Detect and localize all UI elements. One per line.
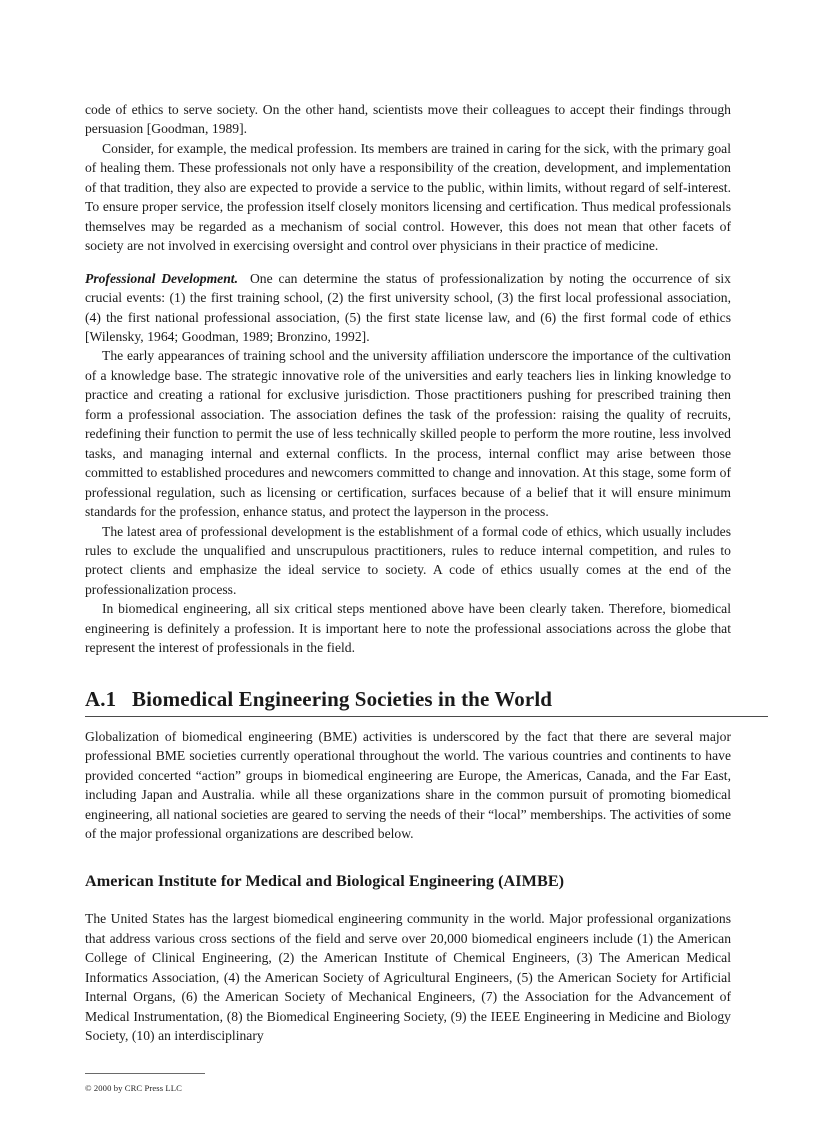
section-number: A.1: [85, 686, 117, 711]
subsection-spacer-top: [85, 843, 731, 871]
footer-copyright: © 2000 by CRC Press LLC: [85, 1083, 182, 1093]
section-spacer-top: [85, 658, 731, 686]
footer-rule: [85, 1073, 205, 1074]
paragraph-subsection-body: The United States has the largest biomedical engineering community in the world. Major professional organizations that address various cross sections of the field and serve over 20,000 biomedical engineers include (1) the American College of Clinical Engineering, (2) the American Institute of Chemical Engineers, (3) The American Medical Informatics Association, (4) the American Society of Agricultural Engineers, (5) the American Society for Artificial Internal Organs, (6) the American Society of Mechanical Engineers, (7) the Association for the Advancement of Medical Instrumentation, (8) the Biomedical Engineering Society, (9) the IEEE Engineering in Medicine and Biology Society, (10) an interdisciplinary: [85, 911, 731, 1044]
professional-development-text: One can determine the status of professionalization by noting the occurrence of six crucial events: (1) the first training school, (2) the first university school, (3) the first local professional association, (4) the first national professional association, (5) the first state license law, and (6) the first formal code of ethics [Wilensky, 1964; Goodman, 1989; Bronzino, 1992].: [85, 270, 731, 344]
subsection-body-spacer: [85, 891, 731, 909]
paragraph-code-of-ethics: code of ethics to serve society. On the other hand, scientists move their colleagues to accept their findings through persuasion [Goodman, 1989].: [85, 102, 731, 137]
paragraph-consider-medical-profession: Consider, for example, the medical profession. Its members are trained in caring for the sick, with the primary goal of healing them. These professionals not only have a responsibility of the creation, development, and implementation of that tradition, they also are expected to provide a service to the public, within limits, without regard of self-interest. To ensure proper service, the profession itself closely monitors licensing and certification. Thus medical professionals themselves may be regarded as a mechanism of social control. However, this does not mean that other facets of society are not involved in exercising oversight and control over physicians in their practice of medicine.: [85, 140, 731, 254]
subsection-heading: American Institute for Medical and Biological Engineering (AIMBE): [85, 872, 565, 891]
section-intro-spacer: [85, 717, 731, 727]
section-title: Biomedical Engineering Societies in the World: [132, 686, 553, 711]
paragraph-latest-area: The latest area of professional development is the establishment of a formal code of ethics, which usually includes rules to exclude the unqualified and unscrupulous practitioners, rules to reduce internal competition, and rules to protect clients and emphasize the ideal service to society. A code of ethics usually comes at the end of the professionalization process.: [85, 523, 731, 597]
paragraph-professional-development: [85, 269, 731, 347]
paragraph-spacer: [85, 256, 731, 269]
page-content: [85, 100, 731, 1046]
paragraph-early-appearances: The early appearances of training school and the university affiliation underscore the importance of the cultivation of a knowledge base. The strategic innovative role of the universities and early teachers lies in linking knowledge to practice and creating a rational for exclusive jurisdiction. Those practitioners pushing for prescribed training then form a professional association. The association defines the task of the profession: raising the quality of recruits, redefining their function to permit the use of less technically skilled people to perform the more routine, less involved tasks, and managing internal and external conflicts. In the process, internal conflict may arise between those committed to established procedures and newcomers committed to change and innovation. At this stage, some form of professional regulation, such as licensing or certification, surfaces because of a belief that it will ensure minimum standards for the profession, enhance status, and protect the layperson in the process.: [85, 348, 732, 520]
paragraph-section-intro: Globalization of biomedical engineering (BME) activities is underscored by the fact that there are several major professional BME societies currently operational throughout the world. The various countries and continents to have provided concerted “action” groups in biomedical engineering are Europe, the Americas, Canada, and the Far East, including Japan and Australia. while all these organizations share in the common pursuit of promoting biomedical engineering, all national societies are geared to serving the needs of their “local” memberships. The activities of some of the major professional organizations are described below.: [85, 728, 731, 841]
professional-development-lead-in: Professional Development.: [85, 270, 238, 286]
page-footer: [85, 1073, 731, 1094]
paragraph-in-biomedical-engineering: In biomedical engineering, all six critical steps mentioned above have been clearly taken. Therefore, biomedical engineering is definitely a profession. It is important here to note the professional associations across the globe that represent the interest of professionals in the field.: [85, 601, 731, 656]
section-heading: [85, 686, 731, 712]
